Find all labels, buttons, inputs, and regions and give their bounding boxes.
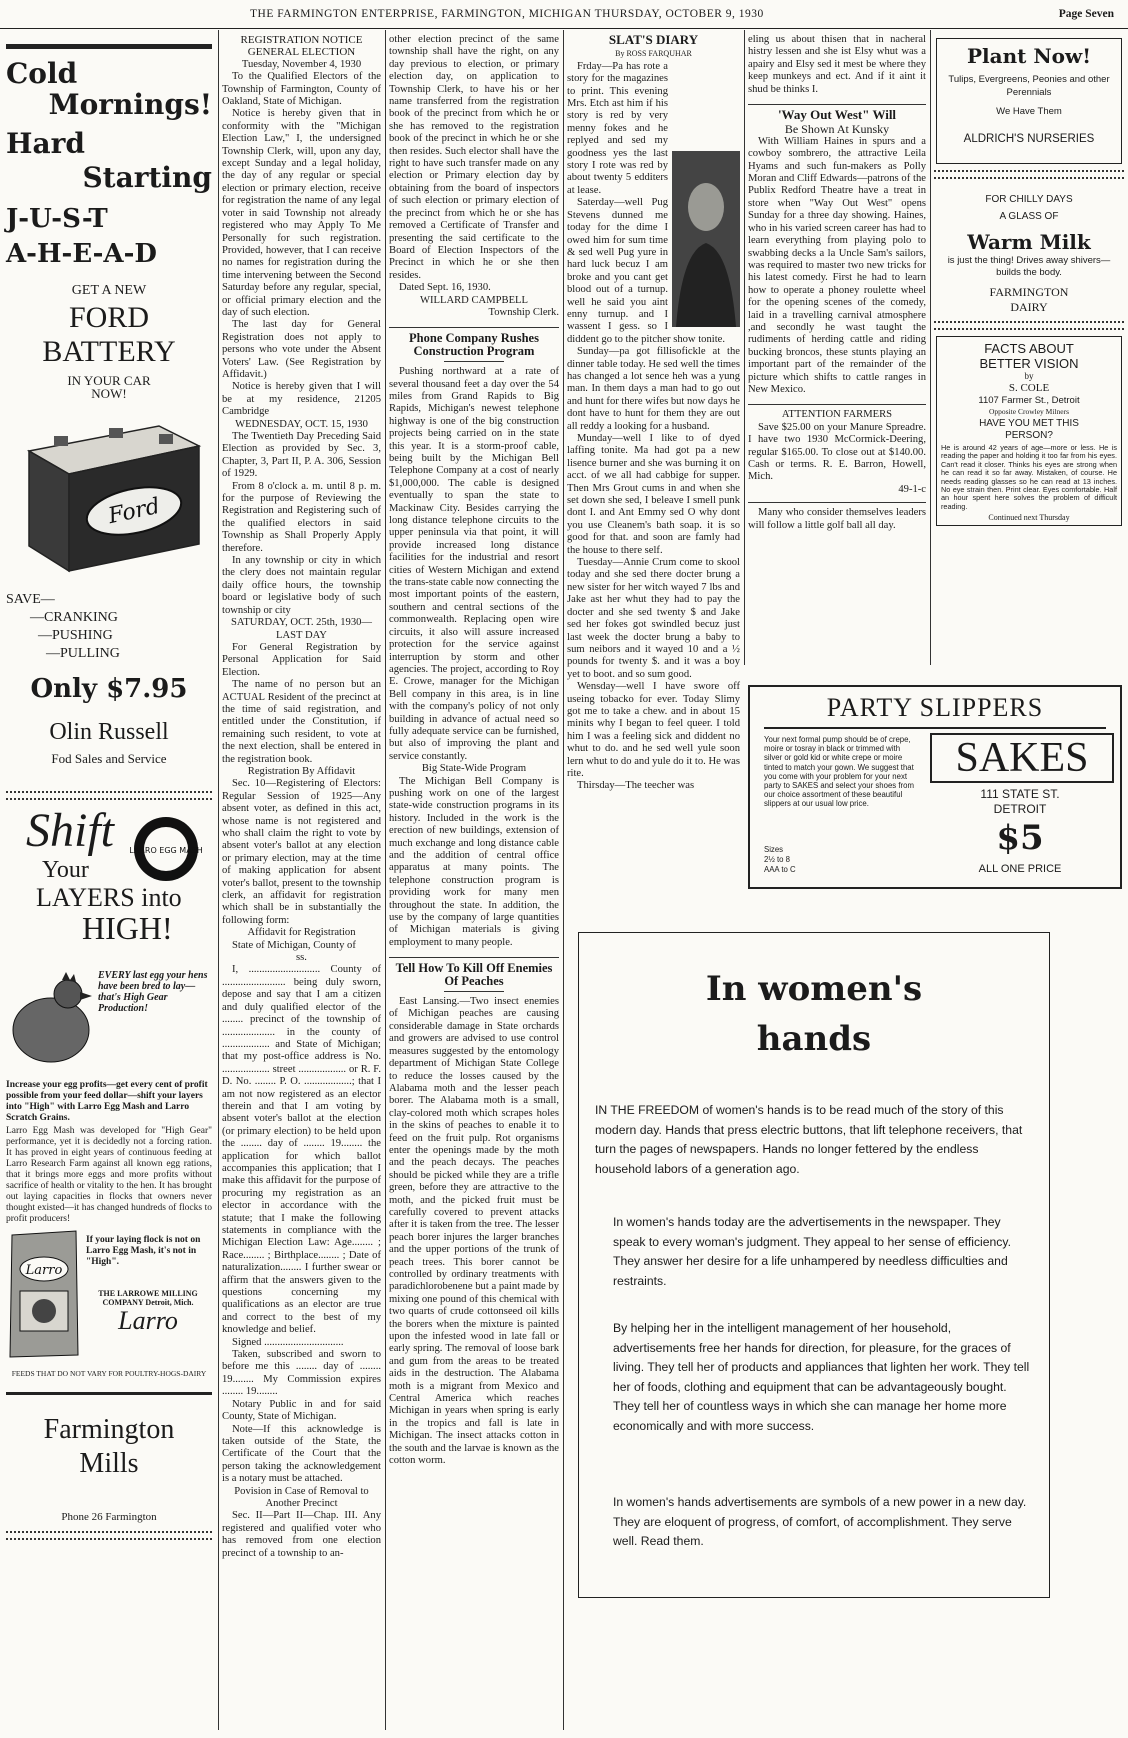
ad-dealer: Olin Russell [49, 718, 169, 745]
article-headline: Phone Company Rushes Construction Program [409, 331, 539, 358]
diary-entry: Sunday—pa got fillisofickle at the dinner table today. He sed well the times has changed a lot sence heh was a yung man. In them days a man had to go out and hunt for there wifes but now days he dont have to hunt for them they are out all reddy a looking for a husband. [567, 346, 740, 432]
notice-paragraph: From 8 o'clock a. m. until 8 p. m. for the purpose of Reviewing the Registration and Registering such of the qualified electors in said Township as Shall Properly Apply therefore. [222, 480, 381, 554]
article-body: Pushing northward at a rate of several thousand feet a day over the 54 miles from Grand Rapids to Big Rapids, Michigan's newest telephone highway is one of the big construction projects being carried on in the state this year. It is a storm-proof cable, being built by the Michigan Bell Telephone Company at a cost of nearly $1,000,000. The cable is designed eventually to span the state to Mackinaw City. Besides carrying the long distance telephone circuits to the upper peninsula via that point, it will provide increased long distance facilities for the industrial and resort cities of Western Michigan and extend the trans-state cable now connecting the most important points of the eastern, southern and central sections of the commonwealth. Replacing open wire circuits, it also will assure increased protection for the service against interruption by storm and other agencies. The project, according to Roy E. Crowe, manager for the Michigan Bell company in this area, is in line with the company's policy of not only building in advance of actual need so fully adequate service can be furnished, but also of improving the plant and service constantly. [389, 366, 559, 762]
vision-headline: BETTER VISION [979, 356, 1079, 371]
dairy-line: FOR CHILLY DAYS [985, 194, 1073, 205]
larro-seal-icon [131, 814, 201, 884]
page-header [0, 0, 1128, 29]
notice-date-line: WEDNESDAY, OCT. 15, 1930 [235, 418, 368, 430]
classified-body: Save $25.00 on your Manure Spreadre. I have two 1930 McCormick-Deering, regular $165.00. To close out at $140.00. Cash or terms. R. E. Barron, Howell, Mich. [748, 421, 926, 483]
column-5 [748, 34, 926, 666]
slippers-body: Your next formal pump should be of crepe, moire or tosray in black or trimmed with silver or gold kid or white crepe or moire tinted to match your gown. We suggest that you come with your problem for your next party to SAKES and select your shoes from our choice assortment of these beautiful slippers at our usual low price. [764, 735, 914, 809]
ad-cranking: —CRANKING [30, 609, 118, 625]
notice-paragraph: Sec. II—Part II—Chap. III. Any registered and qualified voter who has removed from one election precinct of a township to an- [222, 1510, 381, 1559]
notice-paragraph: To the Qualified Electors of the Township of Farmington, County of Oakland, State of Michigan. [222, 71, 381, 108]
vision-continued: Continued next Thursday [988, 513, 1070, 523]
notice-paragraph: Notice is hereby given that I will be at my residence, 21205 Cambridge [222, 381, 381, 418]
notice-paragraph: For General Registration by Personal Application for Said Election. [222, 641, 381, 678]
column-4 [567, 32, 740, 792]
ad-divider [934, 170, 1124, 179]
column-1 [6, 36, 212, 1736]
larro-company: THE LARROWE MILLING COMPANY Detroit, Mich. [98, 1289, 198, 1308]
ad-price: Only $7.95 [30, 673, 188, 704]
ad-just: J-U-S-T [6, 204, 108, 234]
form-line: Notary Public in and for said County, State of Michigan. [222, 1398, 381, 1423]
form-line: Note—If this acknowledge is taken outside of the State, the Certificate of the Court that the person taking the acknowledgement is a notary must be attached. [222, 1423, 381, 1485]
column-3 [389, 34, 559, 1734]
slippers-size-range: 2½ to 8 [764, 855, 791, 864]
column-6 [934, 34, 1124, 666]
womens-headline: In women's [705, 969, 923, 1009]
slippers-rule [764, 727, 1106, 729]
form-line: State of Michigan, County of [232, 939, 356, 951]
ad-hard: Hard [6, 127, 85, 160]
article-headline-2: Be Shown At Kunsky [784, 122, 890, 137]
notice-paragraph: The last day for General Registration does not apply to persons who vote under the Absent Voters' Law. (See Registration by Affidavit.) [222, 319, 381, 380]
larro-every-last: EVERY last egg your hens have been bred to lay—that's High Gear Production! [98, 970, 208, 1015]
ad-cold: Cold [6, 57, 78, 90]
notice-paragraph: The name of no person but an ACTUAL Resident of the precinct at the time of said registration, and entitled under the Constitution, if remaining such resident, to vote at the next election, shall be entered in the registration book. [222, 679, 381, 765]
womens-paragraph: By helping her in the intelligent management of her household, advertisements free her hands for direction, for pleasure, for the graces of living. They tell her of products and appliances that lighten her work. They tell her of foods, clothing and equipment that can be advantageously bought. They tell her of countless ways in which she can manage her home more economically and with more success. [613, 1321, 1030, 1433]
larro-body: Larro Egg Mash was developed for "High Gear" performance, yet it is decidedly not a forcing ration. It has proved in eight years of continuous feeding at Larro Research Farm against all known egg rations, that it brings more eggs and more profits without sacrifice of health or vitality to the hen. It has brought out laying capacities in flocks that owners never thought existed—it has changed hundreds of flocks to profit producers! [6, 1126, 212, 1225]
mills-name: Farmington Mills [43, 1414, 175, 1480]
notice-paragraph: Notice is hereby given that in conformity with the "Michigan Election Law," I, the undersigned Township Clerk, will, upon any day, except Sunday and a legal holiday, the day of any regular or special election or primary election, receive for registration the name of any legal voter in said Township not already registered who may Apply To Me Personally for such registration. Provided, however, that I can receive no names for registration during the time intervening between the Second Saturday before any regular, special, or official primary election and the day of such election. [222, 108, 381, 318]
column-rule [930, 30, 931, 665]
notice-date: Tuesday, November 4, 1930 [241, 58, 362, 70]
vision-by: by [1024, 371, 1034, 381]
womens-paragraph: In women's hands advertisements are symbols of a new power in a new day. They are eloquent of progress, of comfort, of accomplishment. They serve well. Read them. [613, 1495, 1027, 1548]
bag-brand-text: Larro [25, 1263, 63, 1279]
notice-paragraph: In any township or city in which the clery does not maintain regular daily office hours, the township board or legislative body of such township or city [222, 555, 381, 616]
vision-ad [936, 336, 1122, 526]
ad-battery: BATTERY [42, 335, 176, 369]
section-heading: Affidavit for Registration [247, 927, 356, 939]
larro-heading [6, 806, 212, 956]
dairy-name: FARMINGTON [989, 285, 1069, 299]
portrait-photo [672, 151, 740, 327]
divider [748, 104, 926, 105]
battery-ford-logo: Ford [106, 494, 163, 530]
nursery-headline: Plant Now! [967, 44, 1091, 68]
ad-rule [6, 1392, 212, 1395]
slippers-address: 111 STATE ST. [980, 787, 1060, 801]
ad-in-your-car: IN YOUR CAR [67, 373, 151, 389]
notice-paragraph: The Twentieth Day Preceding Said Election as provided by Sec. 3, Chapter, 3, Part II, P. A. 306, Session of 1929. [222, 431, 381, 480]
larro-if-your: If your laying flock is not on Larro Egg Mash, it's not in "High". [86, 1235, 201, 1268]
column-rule [563, 30, 564, 1730]
article-body: The Michigan Bell Company is pushing work on one of the largest state-wide construction programs in its history. Included in the work is the erection of new buildings, extension of much exchange and long distance cable and the addition of central office apparatus at many points. The telephone construction program is providing work for many men throughout the state. In addition, the use by the company of large quantities of Michigan materials is giving employment to many people. [389, 775, 559, 948]
larro-seal-text: LARRO EGG MASH [129, 846, 203, 856]
diary-entry: Frday—Pa has rote a story for the magazines to print. This evening Mrs. Etch ast him if his story is red by very menny fokes and he replyed and sed my goodness yes the last story I rote was red by about twenty 5 edditers at lease. [567, 60, 668, 196]
form-line: Taken, subscribed and sworn to before me this ........ day of ........ 19........ My Commission expires ........ 19........ [222, 1349, 381, 1398]
ad-mornings: Mornings! [48, 88, 212, 121]
divider [389, 957, 559, 958]
diary-continued: eling us about thisen that in nacheral histry lessen and she ist Elsy whut was a apairy and Elsy sed it mest be where they keep munkeys and ect. And if it aint it shud be thinks I. [748, 34, 926, 95]
article-subhead: Big State-Wide Program [421, 763, 527, 775]
slippers-store: SAKES [930, 733, 1114, 783]
masthead: THE FARMINGTON ENTERPRISE, FARMINGTON, MICHIGAN THURSDAY, OCTOBER 9, 1930 [250, 8, 764, 20]
column-rule [218, 30, 219, 1730]
vision-address: 1107 Farmer St., Detroit [978, 395, 1080, 406]
column-rule [385, 30, 386, 1730]
nursery-ad [936, 38, 1122, 164]
dairy-ad [934, 185, 1124, 315]
slippers-sizes: Sizes [764, 845, 784, 854]
form-line: Signed .............................. [232, 1336, 344, 1348]
notice-paragraph: Sec. 10—Registering of Electors: Regular Session of 1925—Any absent voter, as defined in this act, whose name is not registered and who shall claim the right to vote by absent voter's ballot at any election or primary election, may at the time of making application for absent voter's ballot, present to the township clerk, an affidavit for registration which shall be in substantially the following form: [222, 778, 381, 926]
larro-layers: LAYERS into [36, 883, 182, 913]
ad-pulling: —PULLING [46, 645, 120, 661]
dairy-headline: Warm Milk [967, 230, 1091, 254]
larro-high: HIGH! [82, 910, 173, 947]
ad-now: NOW! [91, 385, 127, 401]
column-2 [222, 34, 381, 1734]
form-body: I, ........................... County of ........................ being duly sworn, depose and say that I am a citizen and duly qualified elector of the ........ precinct of the township of .................... in the county of .................. and State of Michigan; that my post-office address is No. .................. street .................. or R. F. D. No. ........ P. O. ..................; that I am not now registered as an elector therein and that I am voting by absent voter's ballot at the election (or primary election) to be held upon the ........ day of ........ 19........ the application for which ballot accompanies this application; that I make this affidavit for the purpose of procuring my registration as an elector in accordance with the statute; that I make the following statements in compliance with the Michigan Election Law: Age........ ; Race........ ; Birthplace........ ; Date of naturalization........ I further swear or affirm that the answers given to the questions concerning my qualifications as an elector are true and correct to the best of my knowledge and belief. [222, 964, 381, 1336]
slippers-address: DETROIT [993, 802, 1047, 816]
notice-subtitle: GENERAL ELECTION [247, 46, 356, 59]
diary-entry: Wensday—well I have swore off useing tobacko for ever. Today Slimy got me to take a chew. and in about 15 minits why I began to feel queer. I told him I was a feeling sick and diddent no whut to do. and he sed well yule soon lern whut to do and yule do it to. He was rite. [567, 681, 740, 779]
larro-your: Your [42, 857, 89, 884]
classified-ref: 49-1-c [898, 483, 926, 495]
classified-headline: ATTENTION FARMERS [781, 409, 893, 421]
larro-bag-area [6, 1229, 212, 1369]
vision-question: HAVE YOU MET THIS [979, 418, 1079, 429]
larro-hen-area [6, 970, 212, 1080]
slippers-ad [748, 685, 1122, 889]
vision-body: He is around 42 years of age—more or less. He is reading the paper and holding it too far from his eyes. Can't read it closer. Thinks his eyes are strong when he can read it so far away. Mistaken, of course. He needs reading glasses so he can read at 13 inches. No eye strain then. Print clear. Eyes comfortable. Half an hour spent here solves the problem of difficult reading. [941, 443, 1117, 511]
ad-save: SAVE— [6, 591, 55, 607]
nursery-line: Tulips, Evergreens, Peonies and other Perennials [948, 74, 1110, 98]
slippers-widths: AAA to C [764, 865, 796, 874]
larro-brand: Larro [118, 1306, 178, 1336]
ad-divider [6, 1531, 212, 1540]
ad-rule [6, 44, 212, 49]
article-headline: 'Way Out West" Will [777, 107, 897, 123]
womens-paragraph: In women's hands today are the advertisements in the newspaper. They speak to every woman's judgment. They appeal to her sense of efficiency. They answer her desire for a life unhampered by needless difficulties and restraints. [613, 1215, 1011, 1288]
column-rule [744, 30, 745, 665]
diary-entry: Thirsday—The teecher was [577, 780, 695, 792]
slippers-price: $5 [996, 818, 1044, 858]
notice-date-line: SATURDAY, OCT. 25th, 1930—LAST DAY [230, 617, 373, 641]
divider [444, 991, 504, 992]
diary-entry: Munday—well I like to of dyed laffing tonite. Ma had got pa a new lisence burner and she was burning it on acct. of we all had cabbige for supper. Then Mrs Grout cums in and when she set down she sed, I beleave I smell punk dont I. and Ant Emmy sed O why dont you use Cleanem's bath soap. it is so good for that. and soon are famly had the house to there self. [567, 433, 740, 556]
womens-hands-ad [578, 932, 1050, 1598]
divider [748, 502, 926, 503]
larro-feeds: FEEDS THAT DO NOT VARY FOR POULTRY-HOGS-DAIRY [11, 1369, 207, 1379]
notice-dated: Dated Sept. 16, 1930. [399, 282, 491, 294]
notice-signer-title: Township Clerk. [488, 306, 559, 318]
notice-title: REGISTRATION NOTICE [240, 34, 363, 46]
larro-increase: Increase your egg profits—get every cent of profit possible from your feed dollar—shift your layers into "High" with Larro Egg Mash and Larro Scratch Grains. [6, 1080, 208, 1124]
slippers-headline: PARTY SLIPPERS [826, 693, 1044, 722]
notice-signer: WILLARD CAMPBELL [420, 294, 528, 306]
ad-divider [934, 321, 1124, 330]
mills-phone: Phone 26 Farmington [61, 1511, 157, 1524]
notice-continued: other election precinct of the same township shall have the right, on any day previous to election, or primary election day, on application to Township Clerk, to have his or her name transferred from the registration book of the precinct from which he or she has removed to the registration book of the precinct in which he or she then resides. Such elector shall have the right to have such transfer made on any election or Primary election day by obtaining from the board of inspectors of such election or primary election of the precinct from which he or she has removed a Certificate of Transfer and presenting the said certificate to the Board of Election Inspectors of the Precinct in which he or she then resides. [389, 34, 559, 281]
form-line: ss. [296, 952, 307, 964]
dairy-name: DAIRY [1010, 300, 1048, 314]
battery-illustration [9, 406, 209, 576]
diary-entry: Saterday—well Pug Stevens dunned me today for the dime I owed him for sum time & sed well Pug yure in hard luck becuz I am broke and you cant get blood out of a turnup. well he said you aint enny turnup. and I wassent I gess. so I diddent go to the pitcher show tonite. [567, 197, 725, 345]
vision-headline: FACTS ABOUT [984, 341, 1074, 356]
ad-ford: FORD [68, 301, 150, 335]
diary-byline: By ROSS FARQUHAR [615, 49, 692, 59]
article-body: With William Haines in spurs and a cowboy sombrero, the attractive Leila Hyams and such fun-makers as Polly Moran and Cliff Edwards—patrons of the Publix Redford Theatre have a treat in store when "Way Out West" opens Sunday for a three day showing. Haines, who in his varied screen career has had to learn everything from playing polo to swabbing decks a la Uncle Sam's sailors, was required to master two new tricks for his latest comedy. First he had to learn how to operate a phoney roulette wheel for the opening scenes of the comedy, laid in a travelling carnival atmosphere ,and secondly he wast taught the rudiments of herding cattle and riding bucking broncos, these stunts playing an important part of the remainder of the picture which shifts to cattle ranges in New Mexico. [748, 135, 926, 395]
vision-author: S. COLE [1008, 382, 1050, 394]
section-heading: Povision in Case of Removal to Another Precinct [234, 1485, 369, 1509]
page-number: Page Seven [1058, 8, 1114, 20]
feed-bag-illustration [6, 1229, 82, 1359]
hen-illustration [6, 970, 96, 1070]
larro-shift: Shift [26, 804, 115, 858]
divider [748, 404, 926, 405]
vision-opp: Opposite Crowley Milners [989, 407, 1069, 416]
ad-starting: Starting [82, 161, 212, 194]
womens-headline-2: hands [756, 1019, 872, 1059]
filler-text: Many who consider themselves leaders will follow a little golf ball all day. [748, 507, 926, 531]
dairy-line: A GLASS OF [999, 211, 1059, 222]
womens-paragraph: IN THE FREEDOM of women's hands is to be read much of the story of this modern day. Hands that press electric buttons, that lift telephone receivers, that turn the pages of newspapers. Hands no longer fettered by the endless household labors of a generation ago. [595, 1103, 1023, 1176]
ad-pushing: —PUSHING [38, 627, 113, 643]
diary-title: SLAT'S DIARY [608, 32, 699, 47]
diary-entry: Tuesday—Annie Crum come to skool today and she sed there docter brung a new sister for her witch wayed 7 lbs and Jake ast her whut they had to pay the docter and she sed twenty $ and Jake sed her fokes got swindled becuz just last week the docter brung a baby to sum neibors and it wayed 10 and a ½ pounds for twenty $. and it was a boy yet to boot. and so sum good. [567, 557, 740, 680]
vision-question: PERSON? [1005, 430, 1053, 441]
ad-ahead: A-H-E-A-D [6, 239, 157, 269]
article-headline: Tell How To Kill Off Enemies Of Peaches [395, 961, 553, 988]
article-body: East Lansing.—Two insect enemies of Michigan peaches are causing considerable damage in State orchards and growers are advised to use control measures suggested by the entomology department of Michigan State College to reduce the losses caused by the Alabama moth and the lesser peach borer. The Alabama moth is a small, clay-colored moth which scrapes holes in the skins of peaches to enable it to feed on the fruit pulp. Rot organisms enter the openings made by the moth and the peach decays. The peaches should be picked while they are a trifle green, before they are attractive to the moth, and the picked fruit must be carefully covered to prevent attacks after it is taken from the tree. The lesser peach borer injures the larger branches and the upper portions of the trunk of peach trees. This borer cannot be controlled by ordinary treatments with paradichlorobenene but a paint made by mixing one pound of this chemical with two quarts of crude cottonseed oil kills the borers when the mixture is painted upon the infested wood in late fall or early spring. The removal of loose bark and gum from the areas to be treated aids in the destruction. The Alabama moth is a migrant from Mexico and Central America which reaches Michigan in years when spring is early in the tropics and fall is late in Michigan. The insect attacks cotton in the south and the larvae is known as the cotton worm. [389, 996, 559, 1467]
author-portrait [672, 151, 740, 327]
divider [444, 361, 504, 362]
nursery-name: ALDRICH'S NURSERIES [963, 133, 1095, 145]
section-heading: Registration By Affidavit [247, 765, 356, 777]
ad-divider [6, 791, 212, 800]
ad-get-new: GET A NEW [71, 283, 147, 298]
ad-dealer-sub: Fod Sales and Service [51, 750, 167, 766]
divider [389, 327, 559, 328]
nursery-line: We Have Them [996, 106, 1062, 117]
dairy-line: is just the thing! Drives away shivers—builds the body. [947, 255, 1111, 278]
slippers-price-note: ALL ONE PRICE [978, 863, 1062, 875]
